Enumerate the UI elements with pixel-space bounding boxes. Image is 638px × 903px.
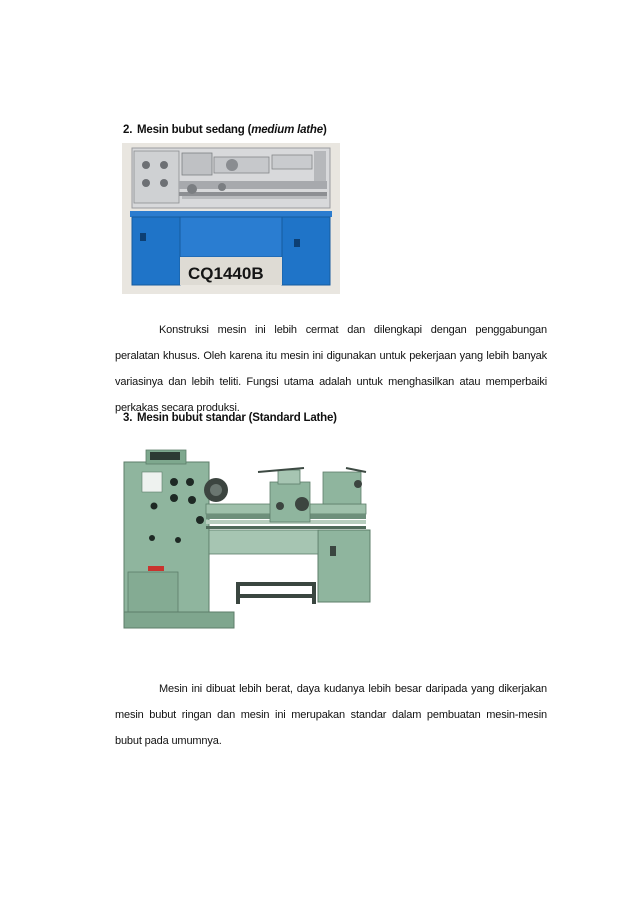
medium-lathe-image <box>122 143 340 294</box>
section-2-heading <box>123 124 327 136</box>
section-2-paragraph <box>115 317 547 421</box>
section-2-number: 2. <box>123 124 133 136</box>
section-2-title-italic: medium lathe <box>251 124 323 136</box>
section-3-title: Mesin bubut standar (Standard Lathe) <box>137 412 337 424</box>
section-3-number: 3. <box>123 412 133 424</box>
section-2-title-suffix: ) <box>322 124 327 136</box>
section-2-title-prefix: Mesin bubut sedang ( <box>137 124 252 136</box>
section-2-paragraph-text: Konstruksi mesin ini lebih cermat dan dilengkapi dengan penggabungan peralatan khusus. Oleh karena itu mesin ini digunakan untuk pekerjaan yang lebih banyak variasinya dan lebih teliti. Fungsi utama adalah untuk menghasilkan atau memperbaiki perkakas secara produksi. <box>115 324 547 414</box>
standard-lathe-image <box>118 442 380 634</box>
section-3-paragraph <box>115 676 547 754</box>
medium-lathe-model-label: CQ1440B <box>188 264 264 283</box>
section-3-paragraph-text: Mesin ini dibuat lebih berat, daya kudanya lebih besar daripada yang dikerjakan mesin bubut ringan dan mesin ini merupakan standar dalam pembuatan mesin-mesin bubut pada umumnya. <box>115 683 547 747</box>
section-3-heading <box>123 412 337 424</box>
